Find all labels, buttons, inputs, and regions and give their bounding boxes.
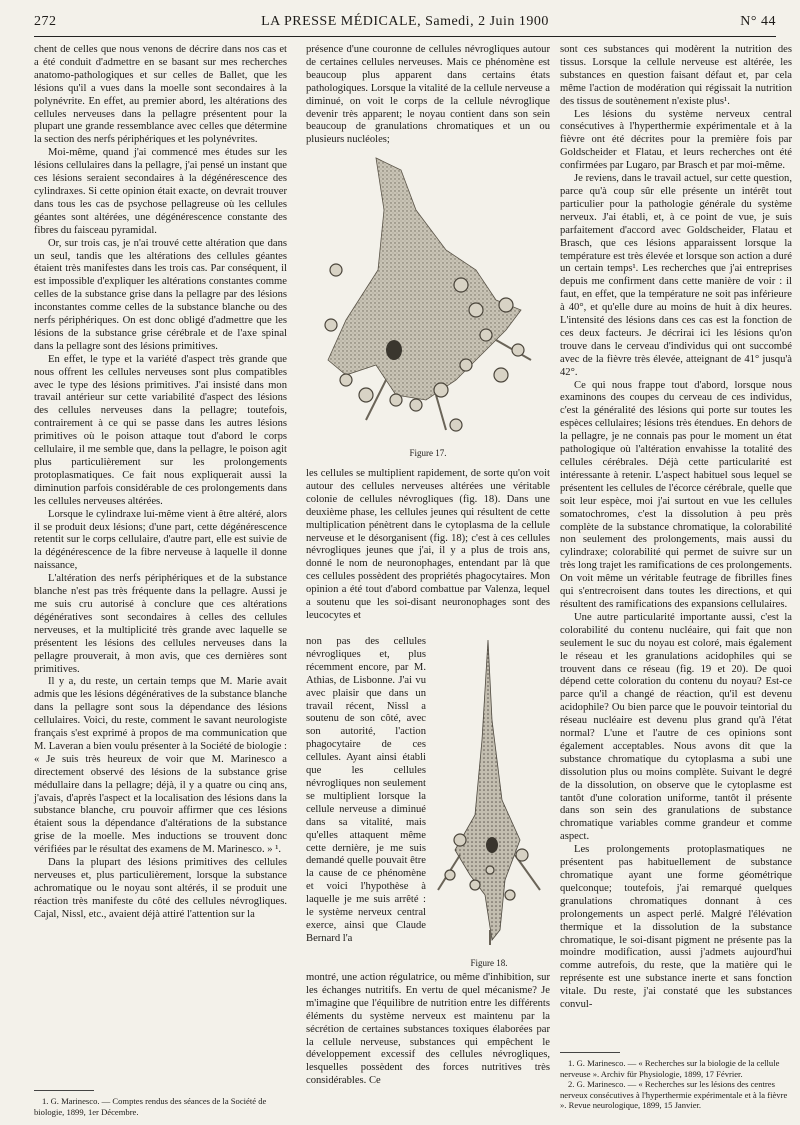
paragraph: non pas des cellules névrogliques et, plus récemment encore, par M. Athias, de Lisbonne. J'ai vu avec plaisir que dans un travail récent, Nissl a soutenu de son côté, avec son autorité, l'action phagocytaire de ces cellules. Ayant ainsi établi que les cellules névrogliques non seulement se multiplient lorsque la cellule nerveuse a diminué dans sa vitalité, mais qu'elles attaquent même cette dernière, je me suis demandé quelle pouvait être la cause de ce phénomène et voici l'hypothèse à laquelle je me suis arrêté : le système nerveux central exerce, ainsi que Claude Bernard l'a [306, 636, 426, 944]
paragraph: L'altération des nerfs périphériques et de la substance blanche n'est pas très fréquente dans la pellagre. Aussi je me suis cru autorisé à conclure que ces altérations dégénératives sont secondaires à celles des cellules nerveuses, et la multiplicité très grande avec laquelle se présentent les lésions des cellules nerveuses dans la pellagre prouverait, à mon avis, que ces dernières sont primitives. [34, 573, 287, 675]
footnote-text: 1. G. Marinesco. — Comptes rendus des séances de la Société de biologie, 1899, 1er Décembre. [34, 1096, 267, 1117]
footnote-left [34, 1096, 287, 1117]
figure-17-illustration [306, 150, 550, 448]
paragraph: Je reviens, dans le travail actuel, sur cette question, parce qu'à coup sûr elle présente un intérêt tout particulier pour la pathologie générale du système nerveux. J'ai établi, et, à ce point de vue, je suis parfaitement d'accord avec Goldscheider, Flatau et Brasch, que ces lésions apparaissent lorsque la température est très élevée et lorsque son action a duré un certain temps¹. Les recherches que j'ai entreprises depuis me confirment dans cette manière de voir : il faut, en effet, que la température ne soit pas inférieure à 40°, et qu'elle dure au moins de huit à dix heures. L'intensité des lésions dans ces cas est la fonction de ces deux facteurs. Je décrirai ici les lésions qu'on trouve dans le cerveau d'individus qui ont succombé avec de la fièvre très élevée, atteignant de 41° jusqu'à 42°. [560, 173, 792, 378]
paragraph: présence d'une couronne de cellules névrogliques autour de certaines cellules nerveuses. Mais ce phénomène est beaucoup plus apparent dans certains états pathologiques. Lorsque la vitalité de la cellule nerveuse a diminué, on voit le corps de la cellule névroglique devenir très apparent; le noyau contient dans son sein beaucoup de granulations chromatiques et un ou plusieurs nucléoles; [306, 44, 550, 146]
paragraph: Moi-même, quand j'ai commencé mes études sur les lésions cellulaires dans la pellagre, j'ai pensé un instant que ces lésions seraient secondaires à la dégénérescence des cylindraxes. Si cette opinion était exacte, on devrait trouver dans tous les cas de psychose pellagreuse où les cellules géantes sont altérées, une dégénérescence constante des fibres du faisceau pyramidal. [34, 147, 287, 236]
column-middle-bottom [306, 972, 550, 1087]
footnote-rule [560, 1052, 620, 1053]
paragraph: les cellules se multiplient rapidement, de sorte qu'on voit autour des cellules nerveuses altérées une véritable colonie de cellules névrogliques (fig. 18). Dans une deuxième phase, les cellules jeunes qui résultent de cette multiplication pénètrent dans le cytoplasma de la cellule nerveuse et le désorganisent (fig. 18); c'est à ces cellules névrogliques jeunes que j'ai, il y a plus de trois ans, donné le nom de neuronophages, entendant par là que ces cellules possèdent des propriétés phagocytaires. Mon opinion a été tout d'abord combattue par Valenza, lequel a soutenu que les soi-disant neuronophages sont des leucocytes et [306, 468, 550, 621]
column-left [34, 44, 287, 1040]
paragraph: Ce qui nous frappe tout d'abord, lorsque nous examinons des coupes du cerveau de ces individus, c'est la généralité des lésions qui porte sur toutes les espèces cellulaires; lésions très étendues. En dehors de la pellagre, je ne connais pas pour le moment un état pathologique où l'altération envahisse la totalité des cellules cérébrales. Déjà cette particularité est intéressante à retenir. L'aspect habituel sous lequel se présentent les cellules de l'écorce cérébrale, quelle que soit leur espèce, moi j'ai surtout en vue les cellules somatochromes, c'est la dissolution à peu près complète de la substance chromatique, la colorabilité non seulement des prolongements, mais aussi du cylindraxe; colorabilité qui permet de suivre sur un très long trajet les ramifications de ces prolongements. On voit même un véritable feutrage de fibrilles fines qui s'entrecroisent dans toutes les directions, et qui résultent des ramifications des expansions cellulaires. [560, 379, 792, 610]
page-header [34, 14, 776, 34]
paragraph: Une autre particularité importante aussi, c'est la colorabilité du contenu nucléaire, qui fait que non seulement le suc du noyau est coloré, mais également le réseau et les granulations acidophiles qui se trouvent dans ce réseau (fig. 19 et 20). De quoi dépend cette coloration du contenu du noyau? Est-ce parce qu'il a changé de réaction, qu'il est devenu acidophile? Ou bien parce que le pouvoir teintorial du réseau nucléaire est devenu plus grand qu'à l'état normal? L'une et l'autre de ces opinions sont également acceptables. Nous avons dit que la substance chromatique du cytoplasma a subi une dissolution plus ou moins complète. Suivant le degré de la dissolution, on observe que le cytoplasme est tantôt d'une coloration uniforme, tantôt il présente dans son sein des granulations de substance chromatique variables comme grandeur et comme aspect. [560, 611, 792, 843]
paragraph: chent de celles que nous venons de décrire dans nos cas et a été conduit d'admettre en se basant sur mes recherches anatomo-pathologiques et sur celles de Ballet, que les lésions qu'il a vues dans la moelle sont secondaires à la polynévrite. En effet, au premier abord, les altérations des cellules nerveuses dans la pellagre présentent pour la plupart une grande ressemblance avec celles que détermine la section des nerfs périphériques et les polynévrites. [34, 44, 287, 146]
page-number: 272 [34, 14, 57, 29]
footnotes-right [560, 1058, 792, 1111]
figure-18-illustration [430, 640, 548, 950]
paragraph: Les prolongements protoplasmatiques ne présentent pas habituellement de substance chromatique ayant une forme géométrique quelconque; toutefois, j'ai remarqué quelques granulations chromatiques donnant à ces prolongements un aspect perlé. Malgré l'élévation thermique et la dissolution de la substance chromatique, le soi-disant pigment ne présente pas la moindre modification, aussi j'admets aujourd'hui comme autrefois, du reste, que la matière qui le représente est une substance inerte et sans fonction vitale. Du reste, j'ai constaté que les substances convul- [560, 844, 792, 1011]
journal-title: LA PRESSE MÉDICALE, Samedi, 2 Juin 1900 [261, 14, 549, 29]
paragraph: Dans la plupart des lésions primitives des cellules nerveuses et, plus particulièrement, lorsque la substance achromatique ou le noyau sont altérés, il se produit une réaction très manifeste du côté des cellules névrogliques. Cajal, Nissl, etc., avaient déjà attiré l'attention sur la [34, 857, 287, 920]
footnote-text: 2. G. Marinesco. — « Recherches sur les lésions des centres nerveux consécutives à l'hyperthermie expérimentale et à la fièvre ». Revue neurologique, 1899, 15 Janvier. [560, 1079, 788, 1110]
footnote-rule [34, 1090, 94, 1091]
paragraph: En effet, le type et la variété d'aspect très grande que nous offrent les cellules nerveuses sont plus compatibles avec le type des lésions primitives. J'ai insisté dans mon travail antérieur sur cette variabilité d'aspect des lésions des cellules nerveuses dans la pellagre; toutefois, contrairement à ce qui se passe dans les autres lésions primitives où le poison attaque tout d'abord le corps cellulaire, il me semble que, dans la pellagre, le poison agit plus particulièrement sur les prolongements protoplasmatiques. Ce fait nous expliquerait aussi la diminution parfois considérable de ces prolongements dans les cellules nerveuses altérées. [34, 353, 287, 507]
column-middle-mid [306, 468, 550, 636]
figure-17-caption: Figure 17. [409, 448, 447, 458]
figure-18-caption: Figure 18. [470, 958, 508, 968]
issue-number: N° 44 [740, 14, 776, 29]
paragraph: Il y a, du reste, un certain temps que M. Marie avait admis que les lésions dégénératives de la substance blanche dans la pellagre sont sous la dépendance des lésions cellulaires. Voici, du reste, comment le savant neurologiste français s'est exprimé à propos de ma communication que M. Laveran a bien voulu présenter à la Société de biologie : « Je suis très heureux de voir que M. Marinesco a directement observé des lésions de la substance grise médullaire dans la pellagre; déjà, il y a quatre ou cinq ans, j'avais, d'après l'aspect et la localisation des lésions dans la substance blanche, cru pouvoir affirmer que ces lésions étaient sous la dépendance d'altérations de la substance grise de la moelle. Mes inductions se trouvent donc vérifiées par le résultat des examens de M. Marinesco. » ¹. [34, 676, 287, 856]
paragraph: Les lésions du système nerveux central consécutives à l'hyperthermie expérimentale et à la fièvre ont été décrites pour la première fois par Goldscheider et Flatau, et leurs recherches ont été confirmées par Lugaro, par Brasch et par moi-même. [560, 108, 792, 172]
footnote-text: 1. G. Marinesco. — « Recherches sur la biologie de la cellule nerveuse ». Archiv für Physiologie, 1899, 17 Février. [560, 1058, 780, 1079]
column-middle-narrow [306, 636, 426, 971]
paragraph: montré, une action régulatrice, ou même d'inhibition, sur les échanges nutritifs. En vertu de quel mécanisme? Je m'imagine que l'équilibre de nutrition entre les différents éléments du système nerveux est maintenu par la sécrétion de certaines substances toxiques élaborées par la cellule nerveuse, substances qui empêchent le développement excessif des cellules névrogliques, lesquelles possèdent des forces nutritives très considérables. Ce [306, 972, 550, 1087]
paragraph: Lorsque le cylindraxe lui-même vient à être altéré, alors il se produit deux lésions; d'une part, cette dégénérescence retentit sur le corps cellulaire, d'autre part, elle est suivie de la dégénérescence de la fibre nerveuse à laquelle il donne naissance, [34, 508, 287, 572]
column-right [560, 44, 792, 1049]
column-middle-top [306, 44, 550, 148]
header-rule [34, 36, 776, 37]
paragraph: Or, sur trois cas, je n'ai trouvé cette altération que dans un seul, tandis que les altérations des cellules géantes étaient très manifestes dans les trois cas. Par conséquent, il est impossible d'expliquer les altérations constantes comme celles de la substance grise dans la pellagre par des lésions inconstantes comme celles de la substance blanche ou des nerfs périphériques. On est donc obligé d'admettre que les lésions de la substance grise cérébrale et de l'axe spinal dans la pellagre sont des lésions primitives. [34, 237, 287, 352]
paragraph: sont ces substances qui modèrent la nutrition des tissus. Lorsque la cellule nerveuse est altérée, les substances en question faisant défaut et, par cela même l'action de modération qui régissait la nutrition des tissus de soutènement n'existe plus¹. [560, 44, 792, 107]
